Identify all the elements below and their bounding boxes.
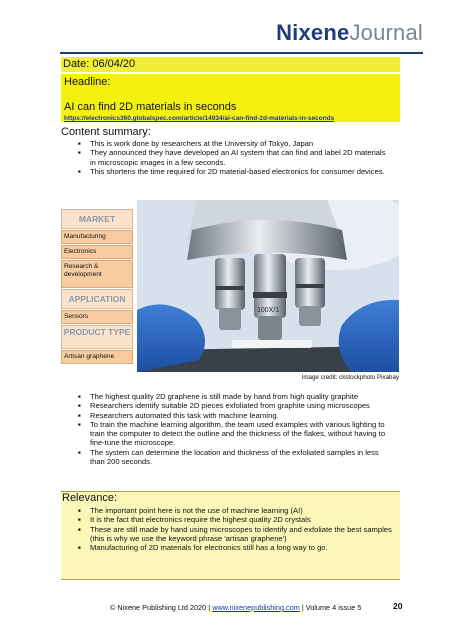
summary-list xyxy=(69,139,391,176)
microscope-photo xyxy=(137,200,399,372)
tag-item-research: Research & development xyxy=(61,260,133,288)
microscope-illustration xyxy=(137,200,399,372)
relevance-list xyxy=(69,506,395,552)
list-item: ■ The important point here is not the use of machine learning (AI) xyxy=(69,506,395,515)
footer-website-link[interactable]: www.nixenepublishing.com xyxy=(212,603,300,612)
headline-link[interactable]: https://electronics360.globalspec.com/article/14934/ai-can-find-2d-materials-in-seconds xyxy=(64,115,335,122)
list-item: ■ The highest quality 2D graphene is still made by hand from high quality graphite xyxy=(69,392,391,401)
header-divider xyxy=(60,52,423,54)
logo-journal: Journal xyxy=(349,20,423,45)
footer-copyright: © Nixene Publishing Ltd 2020 | xyxy=(110,603,213,612)
logo-nixene: Nixene xyxy=(276,20,350,45)
list-item: ■ These are still made by hand using microscopes to identify and exfoliate the best samples (this is why we use the keyword phrase 'artisan graphene') xyxy=(69,525,395,544)
page-number: 20 xyxy=(393,601,403,611)
lens-label: 100X/1 xyxy=(257,307,280,314)
journal-logo xyxy=(276,20,423,54)
date-bar: Date: 06/04/20 xyxy=(61,57,400,72)
headline-box xyxy=(61,74,400,122)
list-item: ■ Manufacturing of 2D materials for electronics still has a long way to go. xyxy=(69,543,395,552)
list-item: ■ To train the machine learning algorithm, the team used examples with various lighting to train the computer to detect the outline and the thickness of the flakes, without having to fine-tune the microscope. xyxy=(69,420,391,448)
tag-item-manufacturing: Manufacturing xyxy=(61,230,133,244)
footer xyxy=(110,603,361,612)
relevance-title: Relevance: xyxy=(62,492,118,504)
tag-column xyxy=(61,209,133,365)
headline-title: AI can find 2D materials in seconds xyxy=(64,101,237,113)
list-item: ■ This is work done by researchers at the University of Tokyo, Japan xyxy=(69,139,391,148)
tag-item-sensors: Sensors xyxy=(61,310,133,324)
application-heading: APPLICATION xyxy=(61,289,133,309)
list-item: ■ It is the fact that electronics require the highest quality 2D crystals xyxy=(69,515,395,524)
summary-title: Content summary: xyxy=(61,126,151,138)
footer-volume: | Volume 4 issue 5 xyxy=(299,603,362,612)
headline-label: Headline: xyxy=(64,76,111,88)
list-item: ■ Researchers identify suitable 2D pieces exfoliated from graphite using microscopes xyxy=(69,401,391,410)
details-list xyxy=(69,392,391,466)
tag-item-artisan-graphene: Artisan graphene xyxy=(61,350,133,364)
list-item: ■ The system can determine the location and thickness of the exfoliated samples in less than 200 seconds. xyxy=(69,448,391,467)
relevance-box xyxy=(61,491,400,580)
image-credit: Image credit: ckstockphoto Pixabay xyxy=(301,374,399,381)
product-type-heading: PRODUCT TYPE xyxy=(61,325,133,349)
list-item: ■ Researchers automated this task with machine learning. xyxy=(69,411,391,420)
tag-item-electronics: Electronics xyxy=(61,245,133,259)
list-item: ■ They announced they have developed an AI system that can find and label 2D materials in microscopic images in a few seconds. xyxy=(69,148,391,167)
market-heading: MARKET xyxy=(61,209,133,229)
list-item: ■ This shortens the time required for 2D material-based electronics for consumer devices. xyxy=(69,167,391,176)
